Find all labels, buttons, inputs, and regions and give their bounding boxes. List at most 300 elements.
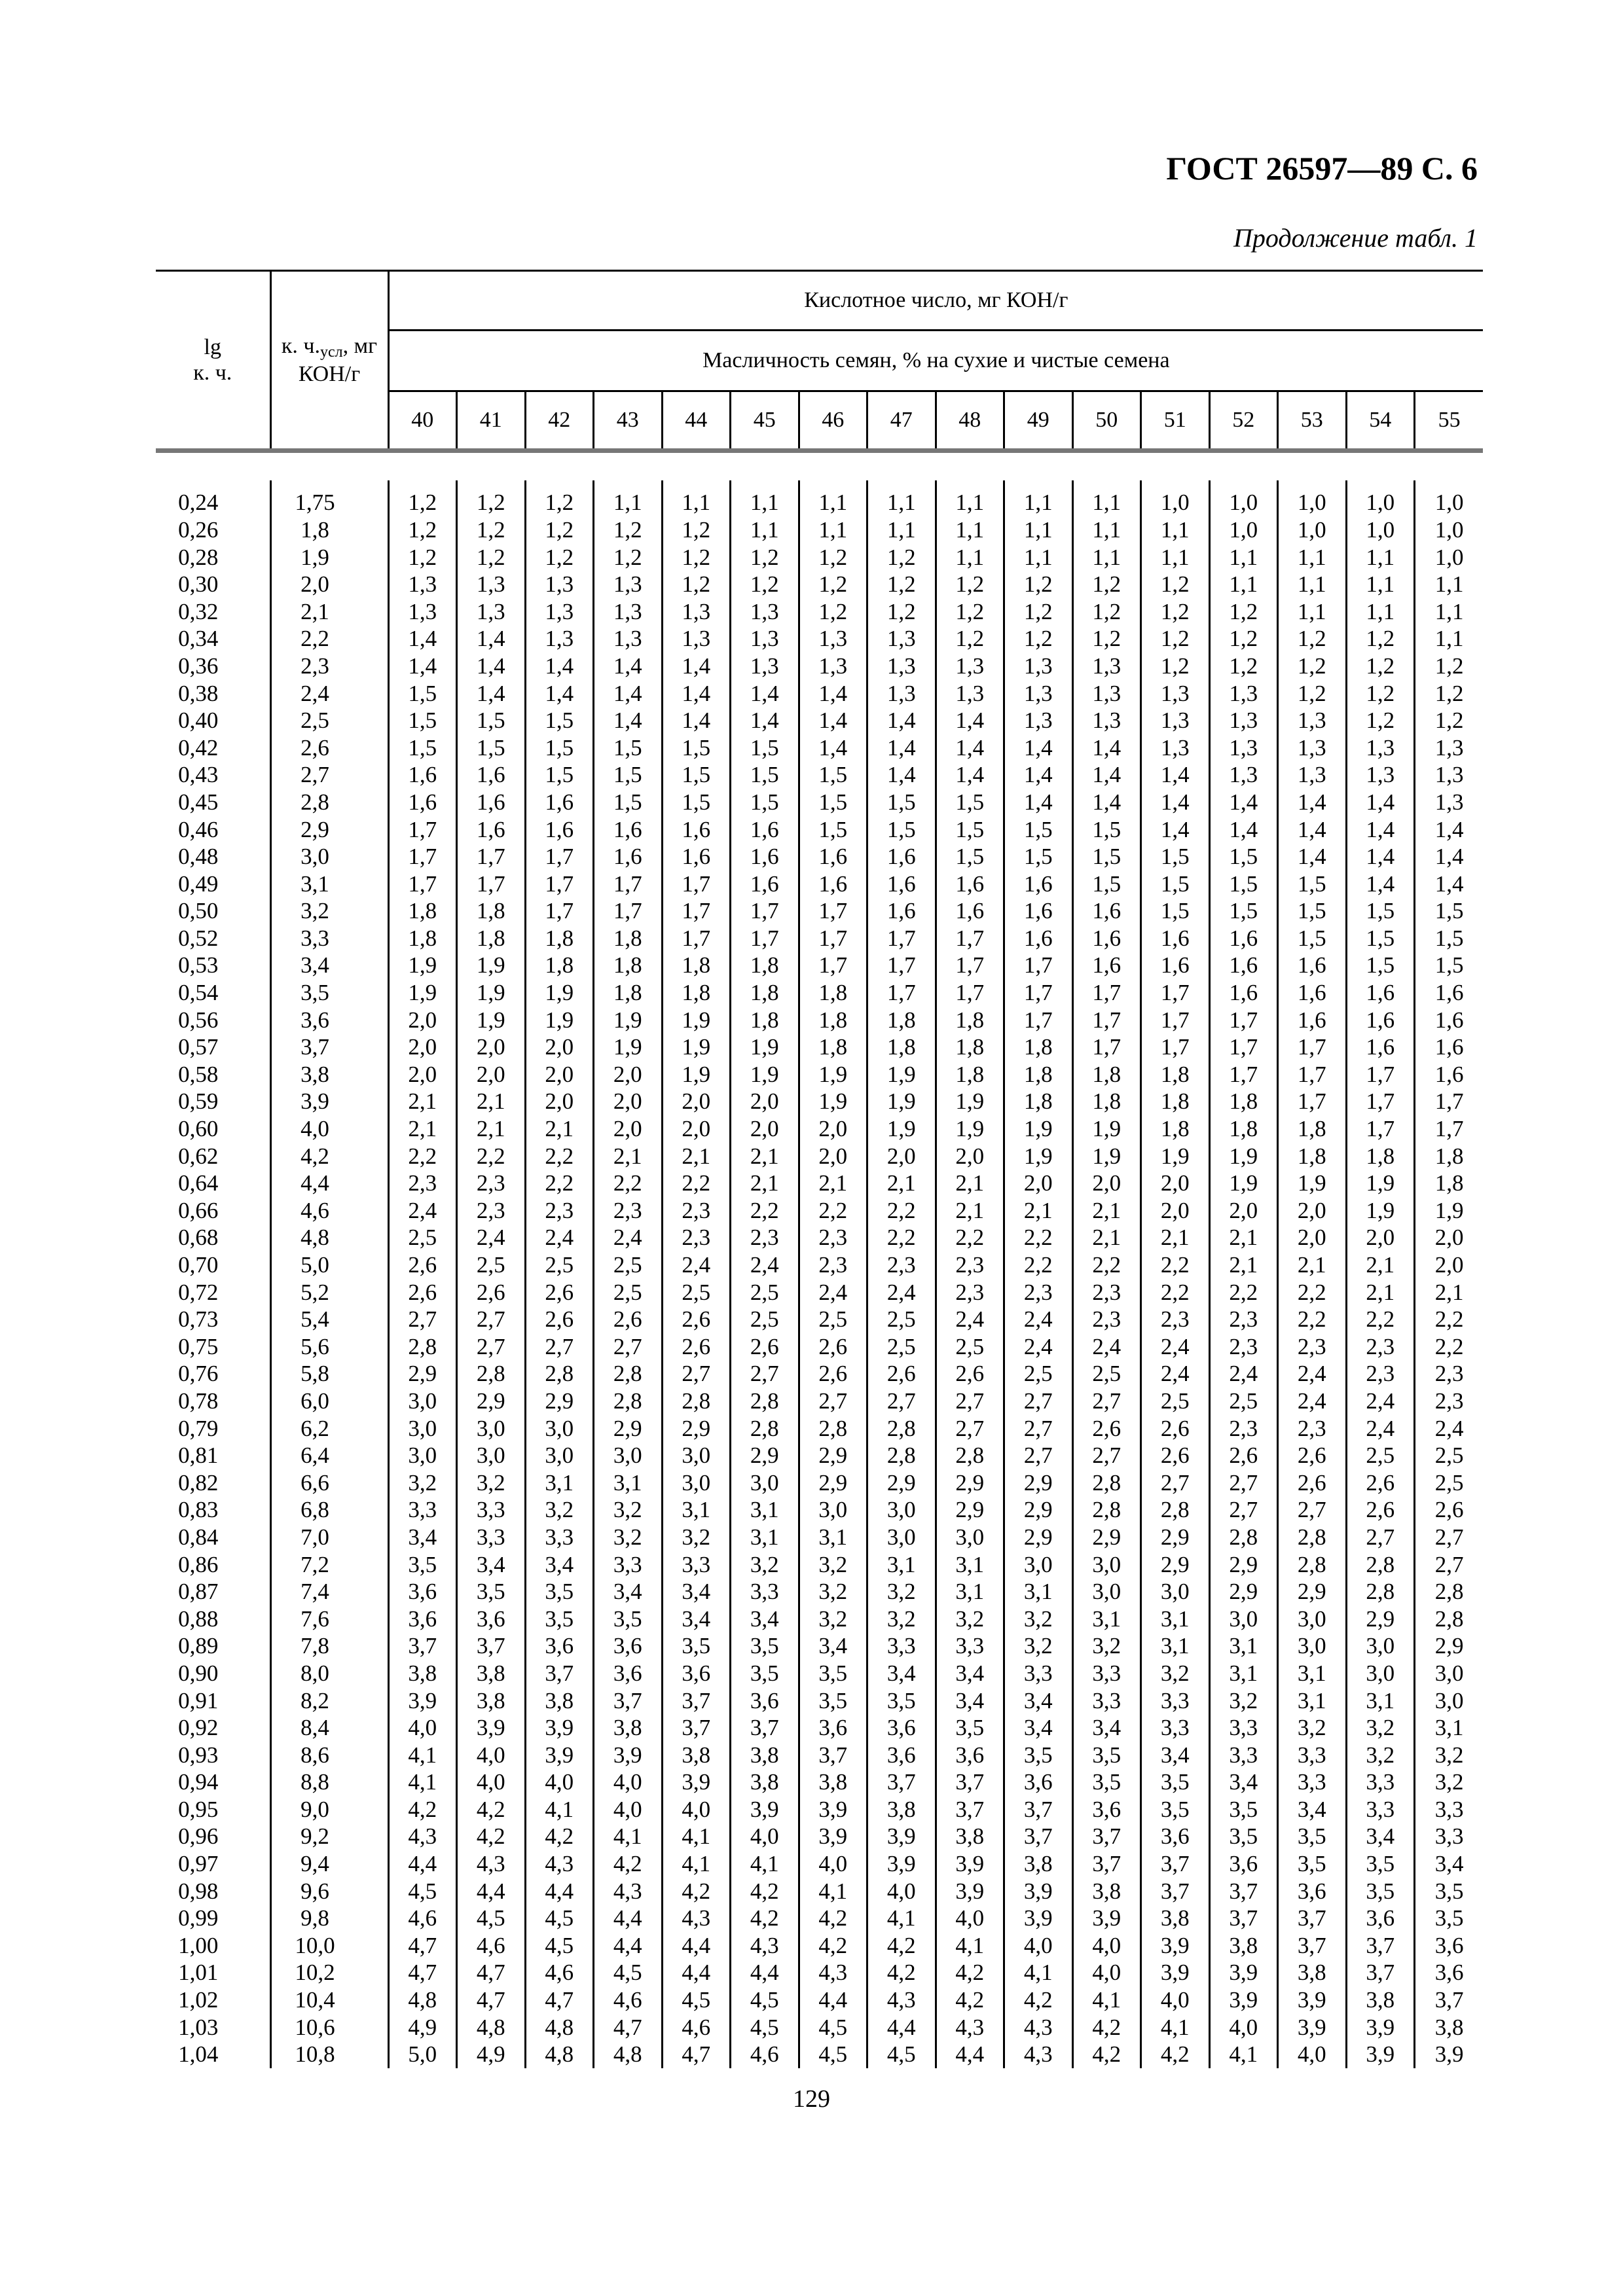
cell-value: 1,2 bbox=[388, 516, 457, 544]
cell-value: 1,9 bbox=[936, 1115, 1004, 1143]
table-row bbox=[156, 480, 1483, 517]
cell-value: 1,4 bbox=[1346, 870, 1415, 898]
cell-value: 3,3 bbox=[1072, 1687, 1141, 1715]
cell-value: 3,7 bbox=[388, 1633, 457, 1660]
cell-value: 2,9 bbox=[1346, 1605, 1415, 1633]
cell-value: 2,8 bbox=[1072, 1497, 1141, 1524]
header-percent-48: 48 bbox=[936, 391, 1004, 451]
cell-value: 1,5 bbox=[594, 734, 663, 762]
cell-value: 3,3 bbox=[457, 1524, 526, 1551]
cell-value: 3,0 bbox=[662, 1469, 731, 1497]
cell-value: 3,7 bbox=[594, 1687, 663, 1715]
cell-value: 4,5 bbox=[799, 2041, 867, 2068]
cell-value: 1,2 bbox=[799, 571, 867, 598]
cell-value: 1,5 bbox=[799, 816, 867, 844]
cell-kch: 10,0 bbox=[270, 1932, 388, 1960]
cell-value: 3,2 bbox=[594, 1524, 663, 1551]
cell-value: 3,5 bbox=[525, 1605, 594, 1633]
cell-kch: 2,1 bbox=[270, 598, 388, 626]
cell-value: 1,6 bbox=[799, 843, 867, 870]
cell-value: 1,5 bbox=[1141, 843, 1210, 870]
cell-lg: 0,54 bbox=[156, 979, 270, 1007]
cell-value: 1,8 bbox=[1346, 1143, 1415, 1170]
cell-value: 1,1 bbox=[1346, 571, 1415, 598]
cell-value: 3,3 bbox=[1346, 1769, 1415, 1797]
cell-value: 3,7 bbox=[1209, 1905, 1278, 1932]
cell-kch: 2,3 bbox=[270, 653, 388, 680]
cell-value: 3,8 bbox=[867, 1796, 936, 1823]
cell-value: 1,3 bbox=[1434, 762, 1464, 788]
cell-value: 1,3 bbox=[1072, 680, 1141, 708]
cell-value: 3,1 bbox=[1346, 1687, 1415, 1715]
cell-value: 2,4 bbox=[936, 1306, 1004, 1333]
cell-value: 1,1 bbox=[1278, 598, 1347, 626]
cell-value: 1,2 bbox=[1004, 598, 1073, 626]
table-row bbox=[156, 707, 1483, 734]
cell-value: 2,5 bbox=[662, 1279, 731, 1306]
cell-value: 3,5 bbox=[1346, 1878, 1415, 1905]
cell-value: 3,9 bbox=[1141, 1932, 1210, 1960]
cell-value: 1,5 bbox=[1209, 843, 1278, 870]
table-row bbox=[156, 1524, 1483, 1551]
cell-value: 2,9 bbox=[799, 1469, 867, 1497]
cell-value: 1,4 bbox=[936, 734, 1004, 762]
cell-value: 1,6 bbox=[867, 870, 936, 898]
cell-value: 2,1 bbox=[1346, 1279, 1415, 1306]
cell-value: 4,2 bbox=[1004, 1986, 1073, 2014]
table-row bbox=[156, 870, 1483, 898]
cell-value: 2,1 bbox=[867, 1170, 936, 1197]
table-row bbox=[156, 1850, 1483, 1878]
cell-value: 3,0 bbox=[1434, 1687, 1464, 1713]
cell-value: 3,0 bbox=[662, 1442, 731, 1469]
cell-value: 3,7 bbox=[662, 1714, 731, 1742]
table-row bbox=[156, 1306, 1483, 1333]
cell-value: 2,0 bbox=[1278, 1225, 1347, 1252]
cell-value: 2,1 bbox=[1278, 1251, 1347, 1279]
cell-lg: 0,75 bbox=[156, 1333, 270, 1361]
cell-value: 4,0 bbox=[457, 1742, 526, 1769]
cell-value: 1,5 bbox=[1141, 898, 1210, 925]
cell-value: 3,9 bbox=[1346, 2041, 1415, 2068]
cell-value: 2,3 bbox=[1072, 1306, 1141, 1333]
cell-value: 2,5 bbox=[1434, 1443, 1464, 1469]
cell-value: 2,7 bbox=[1278, 1497, 1347, 1524]
cell-value: 1,5 bbox=[1209, 870, 1278, 898]
cell-value: 2,0 bbox=[1278, 1197, 1347, 1225]
cell-value: 1,2 bbox=[1072, 626, 1141, 653]
cell-value: 3,0 bbox=[1346, 1660, 1415, 1687]
table-row bbox=[156, 734, 1483, 762]
cell-value: 1,7 bbox=[1278, 1033, 1347, 1061]
cell-value: 1,5 bbox=[662, 762, 731, 789]
cell-value: 1,3 bbox=[662, 626, 731, 653]
cell-value: 4,1 bbox=[525, 1796, 594, 1823]
cell-value: 1,5 bbox=[936, 789, 1004, 816]
cell-value: 1,3 bbox=[1278, 707, 1347, 734]
cell-value: 1,3 bbox=[1434, 789, 1464, 815]
cell-value: 1,2 bbox=[867, 544, 936, 571]
cell-value: 1,2 bbox=[1141, 653, 1210, 680]
cell-value: 1,7 bbox=[1141, 1007, 1210, 1034]
cell-value: 2,3 bbox=[799, 1251, 867, 1279]
cell-value: 1,4 bbox=[1072, 762, 1141, 789]
cell-value: 2,4 bbox=[662, 1251, 731, 1279]
cell-value: 4,2 bbox=[936, 1986, 1004, 2014]
table-row bbox=[156, 1115, 1483, 1143]
cell-value: 3,7 bbox=[1278, 1905, 1347, 1932]
cell-value: 1,2 bbox=[1141, 626, 1210, 653]
cell-value: 2,4 bbox=[594, 1225, 663, 1252]
cell-value: 1,8 bbox=[867, 1007, 936, 1034]
cell-value: 2,1 bbox=[1141, 1225, 1210, 1252]
cell-value: 3,3 bbox=[1209, 1714, 1278, 1742]
cell-value: 1,8 bbox=[731, 1007, 799, 1034]
cell-value: 1,0 bbox=[1141, 480, 1210, 517]
cell-kch: 5,4 bbox=[270, 1306, 388, 1333]
cell-value: 1,3 bbox=[1141, 734, 1210, 762]
cell-kch: 4,4 bbox=[270, 1170, 388, 1197]
cell-value: 1,7 bbox=[799, 898, 867, 925]
cell-lg: 0,43 bbox=[156, 762, 270, 789]
cell-lg: 0,84 bbox=[156, 1524, 270, 1551]
cell-value: 2,0 bbox=[594, 1088, 663, 1116]
header-percent-54: 54 bbox=[1346, 391, 1415, 451]
cell-value: 3,1 bbox=[1209, 1660, 1278, 1687]
cell-value: 4,0 bbox=[731, 1823, 799, 1851]
cell-value: 4,2 bbox=[457, 1796, 526, 1823]
cell-value: 1,5 bbox=[799, 762, 867, 789]
header-percent-52: 52 bbox=[1209, 391, 1278, 451]
cell-value: 1,6 bbox=[1209, 979, 1278, 1007]
cell-value: 1,2 bbox=[731, 544, 799, 571]
table-row bbox=[156, 1905, 1483, 1932]
cell-value: 4,7 bbox=[594, 2014, 663, 2041]
cell-value: 1,5 bbox=[388, 680, 457, 708]
cell-value: 2,6 bbox=[731, 1333, 799, 1361]
cell-value: 2,1 bbox=[1434, 1279, 1464, 1305]
cell-value: 2,7 bbox=[936, 1388, 1004, 1415]
cell-value: 2,0 bbox=[1434, 1252, 1464, 1278]
cell-value: 1,5 bbox=[1434, 925, 1464, 951]
cell-value: 1,6 bbox=[1209, 925, 1278, 952]
cell-value: 1,1 bbox=[1004, 516, 1073, 544]
cell-value: 4,8 bbox=[457, 2014, 526, 2041]
cell-value: 2,5 bbox=[799, 1306, 867, 1333]
cell-value: 1,6 bbox=[1072, 898, 1141, 925]
cell-value: 4,4 bbox=[662, 1960, 731, 1987]
cell-lg: 0,66 bbox=[156, 1197, 270, 1225]
cell-value: 3,8 bbox=[594, 1714, 663, 1742]
cell-value: 2,0 bbox=[731, 1115, 799, 1143]
cell-value: 2,8 bbox=[1278, 1524, 1347, 1551]
cell-lg: 0,53 bbox=[156, 952, 270, 980]
cell-value: 1,5 bbox=[867, 816, 936, 844]
header-percent-41: 41 bbox=[457, 391, 526, 451]
cell-value: 3,6 bbox=[388, 1605, 457, 1633]
cell-value: 1,4 bbox=[525, 653, 594, 680]
cell-value: 4,6 bbox=[457, 1932, 526, 1960]
cell-lg: 0,48 bbox=[156, 843, 270, 870]
cell-value: 4,7 bbox=[388, 1960, 457, 1987]
cell-value: 1,4 bbox=[1346, 789, 1415, 816]
cell-value: 1,6 bbox=[1346, 1033, 1415, 1061]
cell-value: 3,0 bbox=[1072, 1578, 1141, 1605]
cell-value: 1,5 bbox=[936, 816, 1004, 844]
cell-kch: 8,8 bbox=[270, 1769, 388, 1797]
cell-kch: 9,8 bbox=[270, 1905, 388, 1932]
cell-value: 3,7 bbox=[1141, 1850, 1210, 1878]
cell-value: 4,9 bbox=[457, 2041, 526, 2068]
cell-value: 3,7 bbox=[936, 1796, 1004, 1823]
cell-value: 1,9 bbox=[1209, 1170, 1278, 1197]
table-row bbox=[156, 2041, 1483, 2068]
cell-value: 1,3 bbox=[594, 598, 663, 626]
table-row bbox=[156, 1061, 1483, 1088]
table-row bbox=[156, 1361, 1483, 1388]
cell-value: 1,0 bbox=[1278, 480, 1347, 517]
cell-kch: 6,2 bbox=[270, 1415, 388, 1443]
cell-value: 1,0 bbox=[1278, 516, 1347, 544]
cell-value: 1,9 bbox=[457, 979, 526, 1007]
cell-value: 1,2 bbox=[936, 598, 1004, 626]
cell-value: 3,9 bbox=[1004, 1878, 1073, 1905]
cell-value: 4,8 bbox=[594, 2041, 663, 2068]
cell-value: 2,0 bbox=[799, 1115, 867, 1143]
cell-lg: 0,91 bbox=[156, 1687, 270, 1715]
cell-value: 3,4 bbox=[662, 1578, 731, 1605]
cell-value: 3,7 bbox=[1434, 1987, 1464, 2013]
table-row bbox=[156, 544, 1483, 571]
cell-value: 1,4 bbox=[1141, 762, 1210, 789]
cell-value: 1,4 bbox=[1141, 789, 1210, 816]
header-percent-51: 51 bbox=[1141, 391, 1210, 451]
cell-value: 2,3 bbox=[1209, 1306, 1278, 1333]
cell-value: 1,6 bbox=[1278, 979, 1347, 1007]
cell-value: 4,0 bbox=[1072, 1960, 1141, 1987]
document-title: ГОСТ 26597—89 С. 6 bbox=[1166, 150, 1478, 187]
cell-value: 1,3 bbox=[525, 598, 594, 626]
cell-value: 2,2 bbox=[936, 1225, 1004, 1252]
cell-kch: 8,0 bbox=[270, 1660, 388, 1687]
cell-value: 3,1 bbox=[1278, 1660, 1347, 1687]
cell-value: 4,2 bbox=[594, 1850, 663, 1878]
cell-value: 4,3 bbox=[525, 1850, 594, 1878]
cell-value: 3,0 bbox=[867, 1524, 936, 1551]
cell-value: 3,0 bbox=[1072, 1551, 1141, 1579]
cell-lg: 0,30 bbox=[156, 571, 270, 598]
table-row bbox=[156, 1960, 1483, 1987]
cell-value: 1,2 bbox=[799, 598, 867, 626]
cell-lg: 0,34 bbox=[156, 626, 270, 653]
cell-kch: 8,4 bbox=[270, 1714, 388, 1742]
cell-value: 4,4 bbox=[662, 1932, 731, 1960]
cell-value: 1,7 bbox=[525, 843, 594, 870]
cell-value: 1,9 bbox=[731, 1033, 799, 1061]
cell-value: 1,7 bbox=[867, 925, 936, 952]
cell-value: 1,4 bbox=[867, 707, 936, 734]
cell-value: 4,2 bbox=[867, 1960, 936, 1987]
cell-value: 1,2 bbox=[457, 516, 526, 544]
cell-value: 2,8 bbox=[1278, 1551, 1347, 1579]
cell-value: 1,9 bbox=[662, 1033, 731, 1061]
cell-value: 1,4 bbox=[1434, 844, 1464, 870]
cell-value: 1,8 bbox=[936, 1033, 1004, 1061]
cell-value: 3,8 bbox=[457, 1687, 526, 1715]
cell-value: 2,3 bbox=[731, 1225, 799, 1252]
cell-value: 1,7 bbox=[1209, 1007, 1278, 1034]
cell-value: 3,6 bbox=[525, 1633, 594, 1660]
cell-value: 2,6 bbox=[1434, 1497, 1464, 1523]
cell-value: 1,6 bbox=[1004, 925, 1073, 952]
table-row bbox=[156, 1170, 1483, 1197]
cell-value: 3,4 bbox=[1278, 1796, 1347, 1823]
cell-value: 1,9 bbox=[1434, 1197, 1464, 1223]
cell-value: 4,1 bbox=[936, 1932, 1004, 1960]
cell-value: 1,3 bbox=[662, 598, 731, 626]
cell-value: 3,4 bbox=[1434, 1851, 1464, 1877]
cell-value: 4,3 bbox=[457, 1850, 526, 1878]
cell-value: 3,6 bbox=[457, 1605, 526, 1633]
cell-value: 1,6 bbox=[936, 870, 1004, 898]
cell-value: 4,1 bbox=[1004, 1960, 1073, 1987]
cell-value: 4,4 bbox=[936, 2041, 1004, 2068]
cell-value: 3,0 bbox=[1209, 1605, 1278, 1633]
cell-value: 2,3 bbox=[1346, 1361, 1415, 1388]
cell-value: 3,0 bbox=[388, 1388, 457, 1415]
cell-value: 2,1 bbox=[799, 1170, 867, 1197]
cell-value: 3,0 bbox=[1004, 1551, 1073, 1579]
cell-value: 1,7 bbox=[1434, 1088, 1464, 1115]
cell-value: 1,7 bbox=[1346, 1061, 1415, 1088]
cell-value: 4,5 bbox=[799, 2014, 867, 2041]
cell-value: 2,4 bbox=[1004, 1333, 1073, 1361]
header-percent-44: 44 bbox=[662, 391, 731, 451]
cell-value: 2,7 bbox=[457, 1333, 526, 1361]
cell-value: 3,6 bbox=[594, 1660, 663, 1687]
cell-value: 1,9 bbox=[1141, 1143, 1210, 1170]
cell-value: 3,5 bbox=[388, 1551, 457, 1579]
cell-value: 1,8 bbox=[1434, 1170, 1464, 1196]
table-row bbox=[156, 1279, 1483, 1306]
header-percent-55: 55 bbox=[1438, 408, 1461, 433]
cell-value: 2,6 bbox=[1141, 1442, 1210, 1469]
cell-lg: 0,45 bbox=[156, 789, 270, 816]
cell-value: 1,1 bbox=[1209, 544, 1278, 571]
cell-value: 2,8 bbox=[1346, 1551, 1415, 1579]
cell-value: 1,7 bbox=[936, 925, 1004, 952]
table-row bbox=[156, 1823, 1483, 1851]
cell-value: 2,6 bbox=[1072, 1415, 1141, 1443]
cell-value: 1,1 bbox=[1141, 516, 1210, 544]
table-row bbox=[156, 1742, 1483, 1769]
cell-value: 1,7 bbox=[1072, 1033, 1141, 1061]
cell-kch: 3,9 bbox=[270, 1088, 388, 1116]
cell-value: 3,8 bbox=[1072, 1878, 1141, 1905]
cell-value: 4,4 bbox=[525, 1878, 594, 1905]
cell-value: 2,4 bbox=[867, 1279, 936, 1306]
cell-value: 2,1 bbox=[1072, 1197, 1141, 1225]
cell-value: 2,5 bbox=[1434, 1469, 1464, 1496]
cell-value: 2,1 bbox=[731, 1143, 799, 1170]
cell-value: 1,8 bbox=[1278, 1115, 1347, 1143]
cell-value: 1,4 bbox=[388, 626, 457, 653]
cell-value: 1,2 bbox=[388, 480, 457, 517]
cell-value: 1,3 bbox=[936, 653, 1004, 680]
cell-value: 1,3 bbox=[457, 571, 526, 598]
cell-value: 4,2 bbox=[936, 1960, 1004, 1987]
cell-value: 2,7 bbox=[1434, 1551, 1464, 1577]
cell-value: 3,1 bbox=[867, 1551, 936, 1579]
cell-value: 2,8 bbox=[731, 1415, 799, 1443]
table-row bbox=[156, 1415, 1483, 1443]
cell-value: 1,8 bbox=[1209, 1115, 1278, 1143]
cell-kch: 4,0 bbox=[270, 1115, 388, 1143]
cell-value: 3,8 bbox=[731, 1769, 799, 1797]
cell-value: 1,2 bbox=[1434, 653, 1464, 679]
cell-value: 1,8 bbox=[594, 952, 663, 980]
cell-value: 2,5 bbox=[1141, 1388, 1210, 1415]
cell-value: 1,4 bbox=[1004, 762, 1073, 789]
cell-value: 3,1 bbox=[525, 1469, 594, 1497]
cell-value: 2,3 bbox=[1434, 1361, 1464, 1387]
cell-value: 3,4 bbox=[1141, 1742, 1210, 1769]
cell-value: 1,2 bbox=[1004, 626, 1073, 653]
cell-value: 2,8 bbox=[867, 1415, 936, 1443]
cell-value: 1,6 bbox=[388, 789, 457, 816]
cell-value: 1,7 bbox=[1072, 979, 1141, 1007]
cell-lg: 0,56 bbox=[156, 1007, 270, 1034]
cell-value: 1,3 bbox=[867, 626, 936, 653]
cell-value: 1,4 bbox=[457, 653, 526, 680]
cell-value: 2,8 bbox=[936, 1442, 1004, 1469]
cell-value: 4,5 bbox=[867, 2041, 936, 2068]
cell-value: 1,8 bbox=[867, 1033, 936, 1061]
cell-value: 3,5 bbox=[1434, 1878, 1464, 1904]
cell-value: 3,6 bbox=[799, 1714, 867, 1742]
cell-kch: 6,4 bbox=[270, 1442, 388, 1469]
cell-value: 1,2 bbox=[1346, 707, 1415, 734]
cell-value: 4,7 bbox=[388, 1932, 457, 1960]
cell-value: 1,7 bbox=[1004, 952, 1073, 980]
cell-kch: 5,8 bbox=[270, 1361, 388, 1388]
cell-value: 4,4 bbox=[731, 1960, 799, 1987]
table-row bbox=[156, 1007, 1483, 1034]
cell-value: 1,4 bbox=[1141, 816, 1210, 844]
cell-value: 2,2 bbox=[594, 1170, 663, 1197]
cell-value: 3,5 bbox=[799, 1687, 867, 1715]
table-row bbox=[156, 516, 1483, 544]
cell-value: 3,5 bbox=[1278, 1850, 1347, 1878]
cell-value: 2,6 bbox=[799, 1333, 867, 1361]
cell-value: 2,5 bbox=[1004, 1361, 1073, 1388]
cell-value: 3,9 bbox=[525, 1714, 594, 1742]
cell-value: 1,3 bbox=[867, 680, 936, 708]
cell-lg: 0,50 bbox=[156, 898, 270, 925]
cell-value: 2,9 bbox=[662, 1415, 731, 1443]
header-separator bbox=[156, 451, 1483, 480]
cell-value: 1,7 bbox=[457, 870, 526, 898]
cell-value: 3,4 bbox=[1346, 1823, 1415, 1851]
cell-value: 1,9 bbox=[1072, 1115, 1141, 1143]
cell-value: 4,6 bbox=[525, 1960, 594, 1987]
cell-value: 3,4 bbox=[1004, 1687, 1073, 1715]
cell-value: 2,2 bbox=[867, 1197, 936, 1225]
cell-value: 2,0 bbox=[1141, 1170, 1210, 1197]
cell-value: 3,0 bbox=[457, 1415, 526, 1443]
cell-value: 1,8 bbox=[731, 952, 799, 980]
cell-kch: 5,6 bbox=[270, 1333, 388, 1361]
